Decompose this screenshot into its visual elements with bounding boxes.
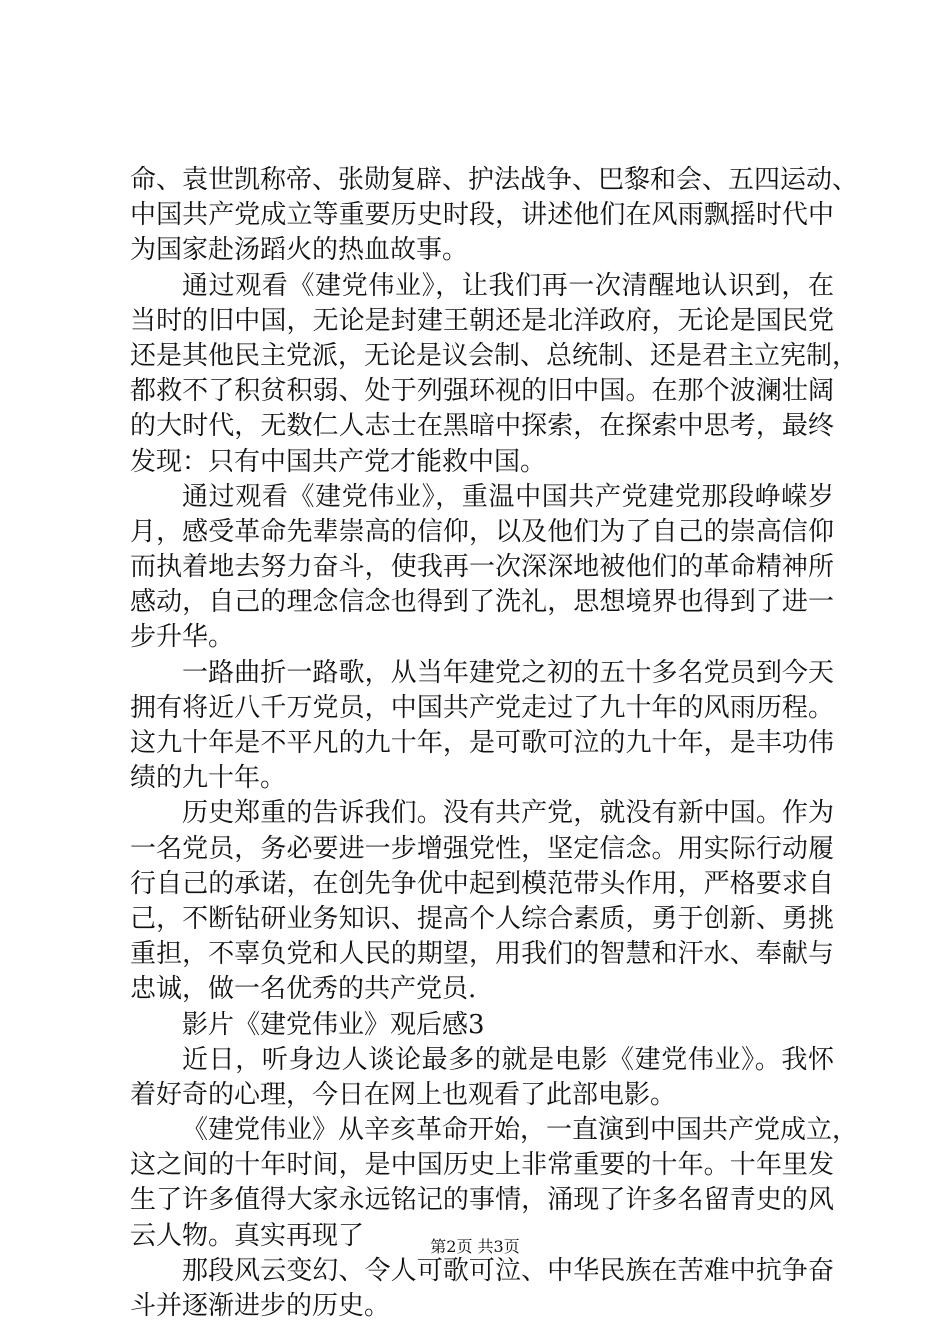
text-line: 行自己的承诺，在创先争优中起到模范带头作用，严格要求自 xyxy=(130,868,834,899)
page-footer: 第2页 共3页 xyxy=(430,1237,520,1256)
text-line: 发现：只有中国共产党才能救中国。 xyxy=(130,446,547,477)
text-line: 通过观看《建党伟业》，重温中国共产党建党那段峥嵘岁 xyxy=(182,481,834,512)
text-line: 还是其他民主党派，无论是议会制、总统制、还是君主立宪制， xyxy=(130,340,859,371)
text-line: 己，不断钻研业务知识、提高个人综合素质，勇于创新、勇挑 xyxy=(130,903,834,934)
text-line: 一名党员，务必要进一步增强党性，坚定信念。用实际行动履 xyxy=(130,833,834,864)
text-line: 感动，自己的理念信念也得到了洗礼，思想境界也得到了进一 xyxy=(130,587,834,618)
text-line: 月，感受革命先辈崇高的信仰，以及他们为了自己的崇高信仰 xyxy=(130,516,834,547)
text-line: 为国家赴汤蹈火的热血故事。 xyxy=(130,235,469,266)
text-line: 命、袁世凯称帝、张勋复辟、护法战争、巴黎和会、五四运动、 xyxy=(130,165,859,195)
text-line: 历史郑重的告诉我们。没有共产党，就没有新中国。作为 xyxy=(182,798,834,829)
text-line: 云人物。真实再现了 xyxy=(130,1220,365,1251)
text-line: 绩的九十年。 xyxy=(130,763,287,794)
text-line: 而执着地去努力奋斗，使我再一次深深地被他们的革命精神所 xyxy=(130,552,834,583)
text-line: 中国共产党成立等重要历史时段，讲述他们在风雨飘摇时代中 xyxy=(130,200,834,231)
text-line: 步升华。 xyxy=(130,622,235,653)
text-line: 的大时代，无数仁人志士在黑暗中探索，在探索中思考，最终 xyxy=(130,411,834,442)
text-line: 那段风云变幻、令人可歌可泣、中华民族在苦难中抗争奋 xyxy=(182,1255,834,1286)
text-line: 都救不了积贫积弱、处于列强环视的旧中国。在那个波澜壮阔 xyxy=(130,376,834,407)
text-line: 拥有将近八千万党员，中国共产党走过了九十年的风雨历程。 xyxy=(130,692,834,723)
document-body xyxy=(130,163,859,1324)
text-line: 当时的旧中国，无论是封建王朝还是北洋政府，无论是国民党 xyxy=(130,305,834,336)
text-line: 斗并逐渐进步的历史。 xyxy=(130,1291,391,1321)
text-line: 《建党伟业》从辛亥革命开始，一直演到中国共产党成立， xyxy=(182,1115,859,1146)
text-line: 这九十年是不平凡的九十年，是可歌可泣的九十年，是丰功伟 xyxy=(130,728,834,758)
text-line: 这之间的十年时间，是中国历史上非常重要的十年。十年里发 xyxy=(130,1150,834,1181)
text-line: 影片《建党伟业》观后感3 xyxy=(182,1009,485,1040)
text-line: 忠诚，做一名优秀的共产党员. xyxy=(130,974,477,1005)
text-line: 重担，不辜负党和人民的期望，用我们的智慧和汗水、奉献与 xyxy=(130,939,834,970)
text-line: 生了许多值得大家永远铭记的事情，涌现了许多名留青史的风 xyxy=(130,1185,834,1216)
text-line: 一路曲折一路歌，从当年建党之初的五十多名党员到今天 xyxy=(182,657,834,688)
text-line: 着好奇的心理，今日在网上也观看了此部电影。 xyxy=(130,1079,677,1110)
text-line: 近日，听身边人谈论最多的就是电影《建党伟业》。我怀 xyxy=(182,1044,834,1075)
text-line: 通过观看《建党伟业》，让我们再一次清醒地认识到，在 xyxy=(182,270,834,301)
